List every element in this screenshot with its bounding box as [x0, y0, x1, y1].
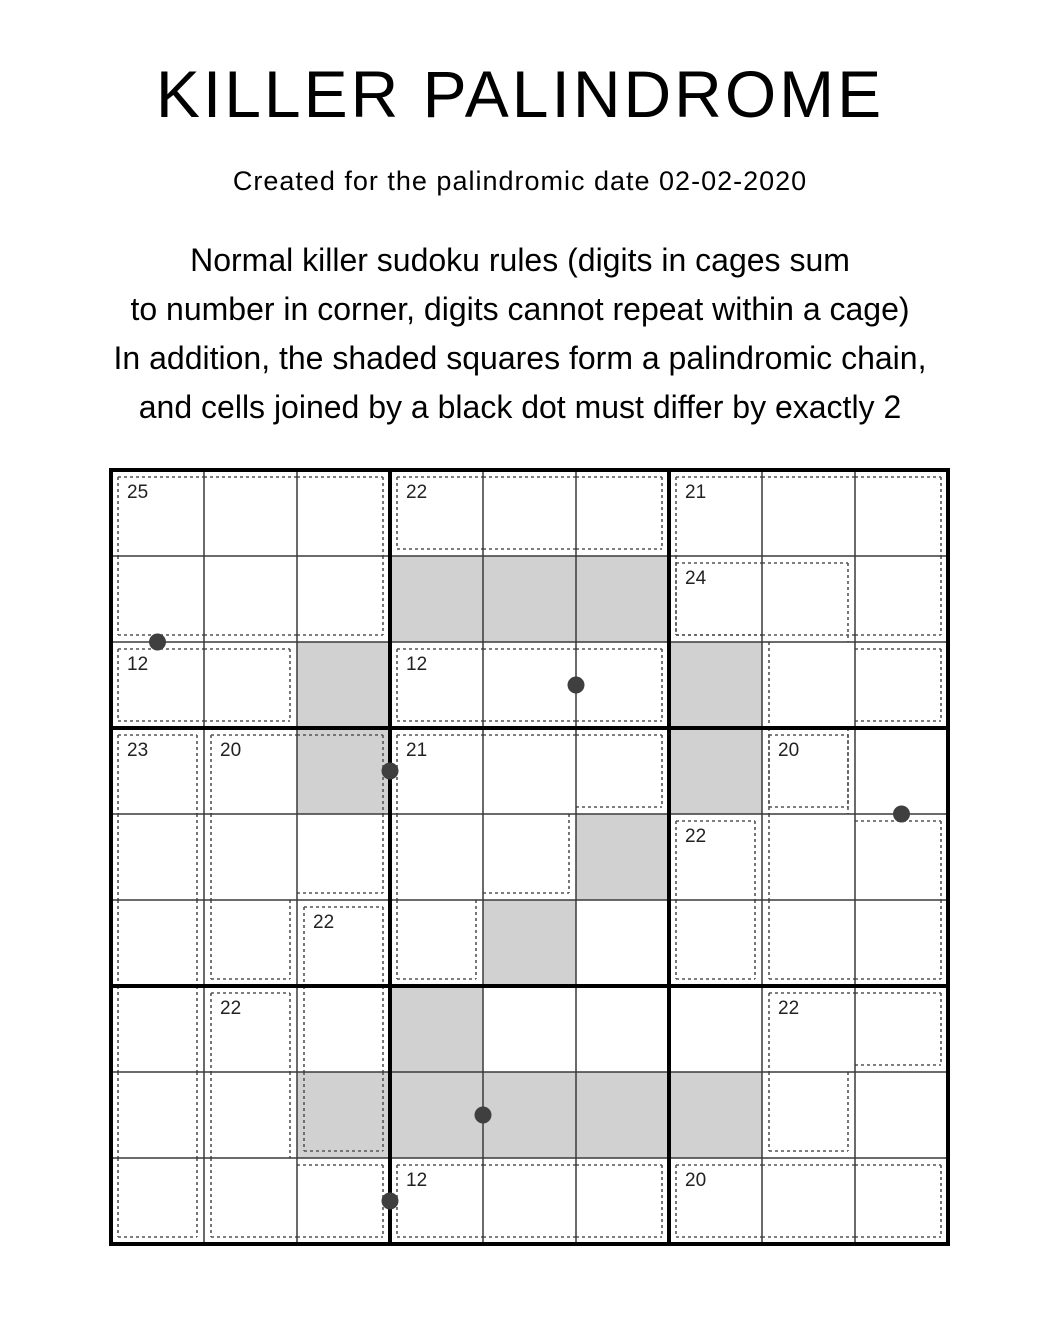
difference-dot [568, 677, 585, 694]
grid-cell[interactable] [483, 1158, 576, 1244]
grid-cell[interactable] [111, 814, 204, 900]
grid-cell[interactable] [483, 470, 576, 556]
shaded-cell[interactable] [669, 642, 762, 728]
grid-cell[interactable] [204, 556, 297, 642]
shaded-cell[interactable] [576, 556, 669, 642]
shaded-cell[interactable] [669, 728, 762, 814]
shaded-cell[interactable] [483, 556, 576, 642]
grid-cell[interactable] [297, 470, 390, 556]
cage-sum-label: 12 [127, 654, 149, 675]
grid-cell[interactable] [483, 986, 576, 1072]
grid-cell[interactable] [855, 814, 948, 900]
grid-cell[interactable] [576, 728, 669, 814]
cage-sum-label: 22 [406, 482, 428, 503]
grid-cell[interactable] [111, 986, 204, 1072]
cage-sum-label: 22 [220, 998, 242, 1019]
shaded-cell[interactable] [390, 1072, 483, 1158]
grid-cell[interactable] [855, 556, 948, 642]
cage-sum-label: 22 [313, 912, 335, 933]
shaded-cell[interactable] [390, 986, 483, 1072]
grid-cell[interactable] [390, 814, 483, 900]
grid-cell[interactable] [762, 900, 855, 986]
grid-cell[interactable] [855, 900, 948, 986]
grid-cell[interactable] [204, 642, 297, 728]
shaded-cell[interactable] [576, 1072, 669, 1158]
grid-cell[interactable] [762, 814, 855, 900]
grid-cell[interactable] [297, 814, 390, 900]
grid-cell[interactable] [111, 1158, 204, 1244]
difference-dot [475, 1107, 492, 1124]
cage-sum-label: 20 [220, 740, 242, 761]
grid-cell[interactable] [669, 900, 762, 986]
difference-dot [382, 1193, 399, 1210]
difference-dot [382, 763, 399, 780]
rules-line-3: In addition, the shaded squares form a palindromic chain, [113, 340, 927, 376]
shaded-cell[interactable] [483, 1072, 576, 1158]
shaded-cell[interactable] [390, 556, 483, 642]
cage-sum-label: 21 [685, 482, 707, 503]
rules-line-1: Normal killer sudoku rules (digits in cages sum [190, 242, 850, 278]
grid-cell[interactable] [762, 1072, 855, 1158]
grid-cell[interactable] [855, 1158, 948, 1244]
grid-cell[interactable] [297, 1158, 390, 1244]
grid-cell[interactable] [762, 556, 855, 642]
rules-line-2: to number in corner, digits cannot repeat within a cage) [130, 291, 910, 327]
grid-cell[interactable] [297, 556, 390, 642]
rules-line-4: and cells joined by a black dot must differ by exactly 2 [138, 389, 902, 425]
cage-sum-label: 23 [127, 740, 149, 761]
cage-sum-label: 22 [778, 998, 800, 1019]
grid-cell[interactable] [111, 900, 204, 986]
grid-cell[interactable] [576, 986, 669, 1072]
cage-sum-label: 25 [127, 482, 149, 503]
grid-cell[interactable] [204, 900, 297, 986]
cage-sum-label: 21 [406, 740, 428, 761]
grid-cell[interactable] [762, 1158, 855, 1244]
grid-cell[interactable] [204, 1072, 297, 1158]
difference-dot [893, 806, 910, 823]
shaded-cell[interactable] [576, 814, 669, 900]
grid-cell[interactable] [576, 470, 669, 556]
grid-cell[interactable] [762, 470, 855, 556]
grid-cell[interactable] [390, 900, 483, 986]
page-title: KILLER PALINDROME [155, 57, 885, 131]
grid-cell[interactable] [483, 728, 576, 814]
cage-sum-label: 22 [685, 826, 707, 847]
grid-cell[interactable] [576, 642, 669, 728]
grid-cell[interactable] [204, 470, 297, 556]
grid-cell[interactable] [204, 1158, 297, 1244]
grid-cell[interactable] [576, 900, 669, 986]
difference-dot [149, 634, 166, 651]
shaded-cell[interactable] [483, 900, 576, 986]
shaded-cell[interactable] [297, 642, 390, 728]
cage-sum-label: 12 [406, 654, 428, 675]
page-subtitle: Created for the palindromic date 02-02-2020 [232, 166, 808, 196]
grid-cell[interactable] [855, 1072, 948, 1158]
grid-cell[interactable] [669, 986, 762, 1072]
grid-cell[interactable] [855, 470, 948, 556]
grid-cell[interactable] [204, 814, 297, 900]
shaded-cell[interactable] [669, 1072, 762, 1158]
shaded-cell[interactable] [297, 1072, 390, 1158]
grid-cell[interactable] [855, 642, 948, 728]
cage-sum-label: 12 [406, 1170, 428, 1191]
grid-cell[interactable] [855, 728, 948, 814]
grid-cell[interactable] [855, 986, 948, 1072]
grid-cell[interactable] [297, 986, 390, 1072]
grid-cell[interactable] [762, 642, 855, 728]
grid-cell[interactable] [483, 814, 576, 900]
grid-cell[interactable] [111, 1072, 204, 1158]
cage-sum-label: 24 [685, 568, 707, 589]
shaded-cell[interactable] [297, 728, 390, 814]
grid-cell[interactable] [483, 642, 576, 728]
cage-sum-label: 20 [778, 740, 800, 761]
cage-sum-label: 20 [685, 1170, 707, 1191]
grid-cell[interactable] [576, 1158, 669, 1244]
grid-cell[interactable] [111, 556, 204, 642]
